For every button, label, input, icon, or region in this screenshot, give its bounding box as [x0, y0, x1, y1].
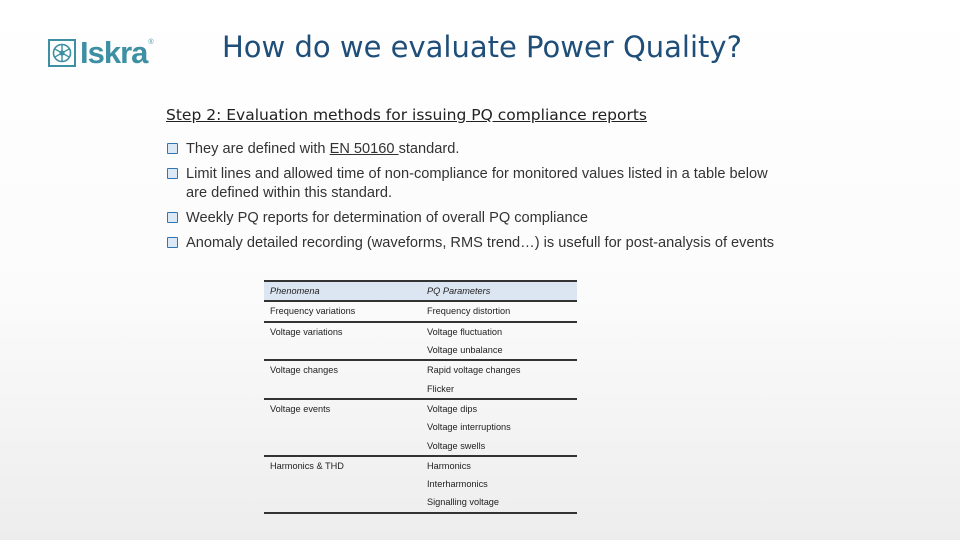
parameter-cell: Harmonics	[427, 460, 471, 471]
phenomenon-cell: Voltage events	[270, 403, 331, 414]
page-title: How do we evaluate Power Quality?	[222, 30, 742, 64]
pq-parameters-table	[264, 280, 577, 514]
iskra-emblem-icon	[48, 39, 76, 67]
bullet-text: They are defined with	[186, 141, 330, 157]
checkbox-bullet-icon	[167, 168, 178, 179]
phenomenon-cell	[264, 418, 421, 436]
parameter-cell: Voltage dips	[427, 403, 478, 414]
bullet-item-weekly-reports	[167, 209, 787, 228]
parameter-cell: Interharmonics	[427, 479, 488, 490]
bullet-text: Limit lines and allowed time of non-compliance for monitored values listed in a table below are defined within this standard.	[186, 166, 768, 201]
bullet-item-standard	[167, 140, 787, 159]
table-header-row	[264, 281, 577, 301]
table-row	[264, 418, 577, 436]
checkbox-bullet-icon	[167, 143, 178, 154]
table-row	[264, 475, 577, 493]
phenomenon-cell	[264, 436, 421, 455]
parameter-cell: Flicker	[421, 379, 577, 398]
parameter-cell: Voltage swells	[421, 436, 577, 455]
phenomenon-cell: Harmonics & THD	[270, 460, 344, 471]
section-subtitle: Step 2: Evaluation methods for issuing PQ compliance reports	[166, 106, 647, 124]
bullet-text: Anomaly detailed recording (waveforms, RMS trend…) is usefull for post-analysis of events	[186, 235, 775, 251]
bullet-text: standard.	[398, 141, 460, 157]
phenomenon-cell: Frequency variations	[264, 301, 421, 321]
table-row	[264, 493, 577, 512]
table-row	[264, 436, 577, 455]
parameter-cell: Voltage interruptions	[427, 422, 511, 433]
parameter-cell: Frequency distortion	[421, 301, 577, 321]
phenomenon-cell: Voltage changes	[270, 365, 338, 376]
phenomenon-cell	[264, 341, 421, 360]
logo-registered-mark: ®	[148, 39, 154, 46]
logo-wordmark: Iskra	[80, 35, 148, 70]
iskra-logo	[48, 37, 172, 69]
checkbox-bullet-icon	[167, 212, 178, 223]
table-row	[264, 399, 577, 418]
checkbox-bullet-icon	[167, 237, 178, 248]
phenomenon-cell	[264, 493, 421, 512]
parameter-cell: Signalling voltage	[421, 493, 577, 512]
table-row	[264, 322, 577, 341]
phenomenon-cell	[264, 475, 421, 493]
bullet-list	[167, 140, 787, 259]
table-row	[264, 379, 577, 398]
table-row	[264, 456, 577, 475]
bullet-text: Weekly PQ reports for determination of overall PQ compliance	[186, 210, 589, 226]
column-header-pq-parameters: PQ Parameters	[421, 281, 577, 301]
standard-link[interactable]: EN 50160	[329, 141, 399, 157]
bullet-item-anomaly-recording	[167, 234, 787, 253]
table-row	[264, 360, 577, 379]
bullet-item-limit-lines	[167, 165, 787, 203]
parameter-cell: Voltage fluctuation	[427, 326, 503, 337]
parameter-cell: Rapid voltage changes	[427, 365, 521, 376]
column-header-phenomena: Phenomena	[264, 281, 421, 301]
phenomenon-cell: Voltage variations	[270, 326, 343, 337]
table-row	[264, 341, 577, 360]
phenomenon-cell	[264, 379, 421, 398]
parameter-cell: Voltage unbalance	[421, 341, 577, 360]
table-row	[264, 301, 577, 321]
table-body	[264, 301, 577, 512]
